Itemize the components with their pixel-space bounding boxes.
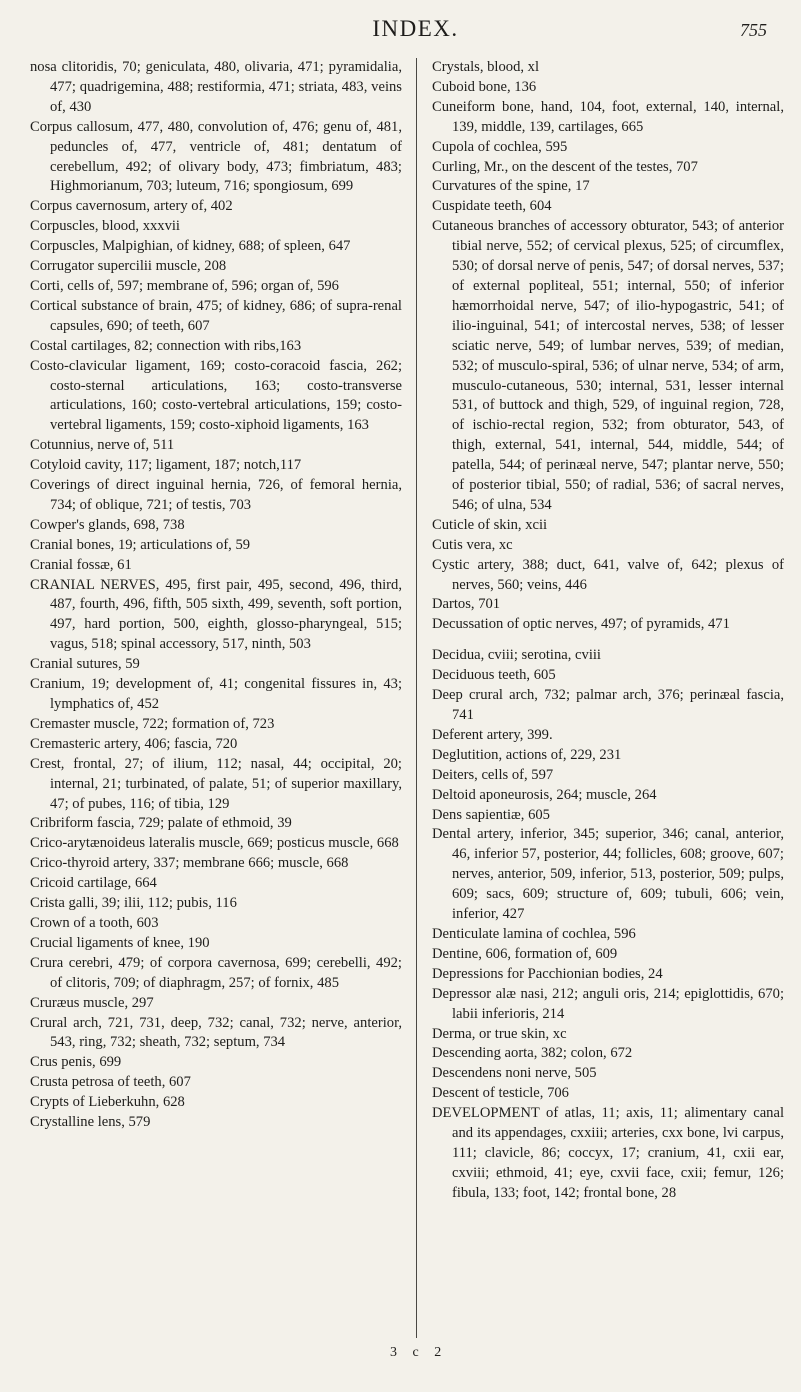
index-entry: Corpus callosum, 477, 480, convolution of, 476; genu of, 481, peduncles of, 477, ventricle of, 481; dentatum of cerebellum, 492; of olivary body, 473; fimbriatum, 483; Highmorianum, 703; luteum, 716; spongiosum, 699 <box>30 118 402 195</box>
index-entry: Dental artery, inferior, 345; superior, 346; canal, anterior, 46, inferior 57, posterior, 44; follicles, 608; groove, 607; nerves, anterior, 509, inferior, 513, posterior, 509; pulps, 609; sacs, 609; structure of, 609; tubuli, 606; vein, inferior, 427 <box>432 826 784 923</box>
index-entry: Deciduous teeth, 605 <box>432 667 556 684</box>
column-divider <box>416 58 417 1338</box>
index-entry: Corpuscles, blood, xxxvii <box>30 218 180 235</box>
index-entry: Crown of a tooth, 603 <box>30 914 159 931</box>
index-entry: CRANIAL NERVES, 495, first pair, 495, second, 496, third, 487, fourth, 496, fifth, 505 sixth, 499, seventh, soft portion, 497, hard portion, 500, eighth, glosso-pharyngeal, 515; vagus, 518; spinal accessory, 517, ninth, 503 <box>30 576 402 653</box>
index-entry: Deglutition, actions of, 229, 231 <box>432 746 622 763</box>
index-entry: Deferent artery, 399. <box>432 726 553 743</box>
index-column-right <box>432 58 784 1204</box>
index-entry: Cremaster muscle, 722; formation of, 723 <box>30 715 275 732</box>
index-entry: Corrugator supercilii muscle, 208 <box>30 258 227 275</box>
index-entry: Curling, Mr., on the descent of the testes, 707 <box>432 158 698 175</box>
index-entry: Cotunnius, nerve of, 511 <box>30 437 175 454</box>
index-column-left <box>30 58 402 1133</box>
index-entry: Cricoid cartilage, 664 <box>30 875 157 892</box>
index-entry: Cotyloid cavity, 117; ligament, 187; notch,117 <box>30 457 302 474</box>
index-entry: Cruræus muscle, 297 <box>30 994 154 1011</box>
index-entry: Cutis vera, xc <box>432 536 513 553</box>
index-entry: Crucial ligaments of knee, 190 <box>30 934 210 951</box>
index-entry: Crura cerebri, 479; of corpora cavernosa, 699; cerebelli, 492; of clitoris, 709; of diaphragm, 257; of fornix, 485 <box>30 954 402 991</box>
index-entry: Cremasteric artery, 406; fascia, 720 <box>30 735 238 752</box>
index-entry: Deltoid aponeurosis, 264; muscle, 264 <box>432 786 657 803</box>
page-title: INDEX. <box>372 16 459 41</box>
page-header <box>60 16 771 56</box>
printer-signature: 3 c 2 <box>390 1345 448 1360</box>
index-entry: Cupola of cochlea, 595 <box>432 138 568 155</box>
index-entry: Cuticle of skin, xcii <box>432 516 548 533</box>
index-entry: Depressions for Pacchionian bodies, 24 <box>432 965 663 982</box>
index-entry: Cranial fossæ, 61 <box>30 556 132 573</box>
index-entry: Costal cartilages, 82; connection with ribs,163 <box>30 337 302 354</box>
index-entry: Corpuscles, Malpighian, of kidney, 688; of spleen, 647 <box>30 238 351 255</box>
index-entry: Cuspidate teeth, 604 <box>432 198 552 215</box>
index-entry: Corti, cells of, 597; membrane of, 596; organ of, 596 <box>30 277 339 294</box>
index-entry: DEVELOPMENT of atlas, 11; axis, 11; alimentary canal and its appendages, cxxiii; arteries, cxx bone, lvi carpus, 111; clavicle, 86; coccyx, 17; cranium, 41, cxii ear, cxviii; ethmoid, 41; eye, cxvii face, cxii; femur, 126; fibula, 133; foot, 142; frontal bone, 28 <box>432 1105 784 1201</box>
index-entry: Dentine, 606, formation of, 609 <box>432 945 618 962</box>
index-entry: Dens sapientiæ, 605 <box>432 806 550 823</box>
index-entry: Deep crural arch, 732; palmar arch, 376; perinæal fascia, 741 <box>432 687 784 723</box>
index-entry: Descending aorta, 382; colon, 672 <box>432 1045 633 1062</box>
index-entry: Derma, or true skin, xc <box>432 1025 567 1042</box>
index-entry: Crusta petrosa of teeth, 607 <box>30 1074 191 1091</box>
index-entry: Crico-thyroid artery, 337; membrane 666; muscle, 668 <box>30 855 349 872</box>
page-number: 755 <box>740 20 767 40</box>
index-entry: Crystals, blood, xl <box>432 59 540 75</box>
index-entry: Crystalline lens, 579 <box>30 1114 151 1131</box>
index-entry: Corpus cavernosum, artery of, 402 <box>30 198 233 215</box>
index-entry: Cortical substance of brain, 475; of kidney, 686; of supra-renal capsules, 690; of teeth, 607 <box>30 297 402 334</box>
index-entry: Cystic artery, 388; duct, 641, valve of, 642; plexus of nerves, 560; veins, 446 <box>432 556 784 593</box>
index-entry: Descendens noni nerve, 505 <box>432 1065 597 1082</box>
index-entry: nosa clitoridis, 70; geniculata, 480, olivaria, 471; pyramidalia, 477; quadrigemina, 488; restiformia, 471; striata, 483, veins of, 430 <box>30 59 402 115</box>
index-entry: Crural arch, 721, 731, deep, 732; canal, 732; nerve, anterior, 543, ring, 732; sheath, 732; septum, 734 <box>30 1014 402 1051</box>
index-entry: Denticulate lamina of cochlea, 596 <box>432 925 636 942</box>
index-entry: Crypts of Lieberkuhn, 628 <box>30 1094 185 1111</box>
index-entry: Crista galli, 39; ilii, 112; pubis, 116 <box>30 895 237 912</box>
index-entry: Curvatures of the spine, 17 <box>432 178 590 195</box>
index-entry: Decussation of optic nerves, 497; of pyramids, 471 <box>432 616 730 633</box>
index-entry: Cowper's glands, 698, 738 <box>30 516 185 533</box>
index-entry: Cutaneous branches of accessory obturator, 543; of anterior tibial nerve, 552; of cervical plexus, 525; of circumflex, 530; of dorsal nerve of penis, 547; of dorsal nerves, 537; of external popliteal, 551; internal, 550; of inferior hæmorrhoidal nerve, 547; of ilio-hypogastric, 541; of ilio-inguinal, 541; of intercostal nerves, 538; of lesser sciatic nerve, 549; of lumbar nerves, 539; of median, 532; of musculo-spiral, 536; of ulnar nerve, 534; of arm, musculo-cutaneous, 530; internal, 531, lesser internal 531, of buttock and thigh, 529, of inguinal region, 728, of ischio-rectal region, 532; from obturator, 543, of thigh, external, 541, internal, 544, middle, 544; of patella, 544; of perinæal nerve, 547; plantar nerve, 550; of posterior tibial, 550; of radial, 536; of sacral nerves, 546; of ulna, 534 <box>432 218 784 513</box>
index-entry: Cuneiform bone, hand, 104, foot, external, 140, internal, 139, middle, 139, cartilages, 665 <box>432 98 784 135</box>
index-entry: Cranial bones, 19; articulations of, 59 <box>30 536 251 553</box>
index-entry: Costo-clavicular ligament, 169; costo-coracoid fascia, 262; costo-sternal articulations, 163; costo-transverse articulations, 160; costo-vertebral articulations, 159; costo-vertebral ligaments, 159; costo-xiphoid ligaments, 163 <box>30 357 402 434</box>
index-entry: Crus penis, 699 <box>30 1054 122 1071</box>
index-entry: Crico-arytænoideus lateralis muscle, 669; posticus muscle, 668 <box>30 835 399 852</box>
index-entry: Dartos, 701 <box>432 596 501 613</box>
index-entry: Cranial sutures, 59 <box>30 656 140 673</box>
index-entry: Crest, frontal, 27; of ilium, 112; nasal, 44; occipital, 20; internal, 21; turbinated, of palate, 51; of superior maxillary, 47; of pubes, 116; of tibia, 129 <box>30 755 402 812</box>
index-entry: Cranium, 19; development of, 41; congenital fissures in, 43; lymphatics of, 452 <box>30 676 402 712</box>
index-entry: Coverings of direct inguinal hernia, 726, of femoral hernia, 734; of oblique, 721; of testis, 703 <box>30 477 402 513</box>
index-entry: Decidua, cviii; serotina, cviii <box>432 647 601 664</box>
index-entry: Deiters, cells of, 597 <box>432 766 554 783</box>
index-entry: Depressor alæ nasi, 212; anguli oris, 214; epiglottidis, 670; labii inferioris, 214 <box>432 985 784 1022</box>
index-entry: Descent of testicle, 706 <box>432 1085 569 1102</box>
index-entry: Cribriform fascia, 729; palate of ethmoid, 39 <box>30 815 292 832</box>
index-entry: Cuboid bone, 136 <box>432 78 537 95</box>
